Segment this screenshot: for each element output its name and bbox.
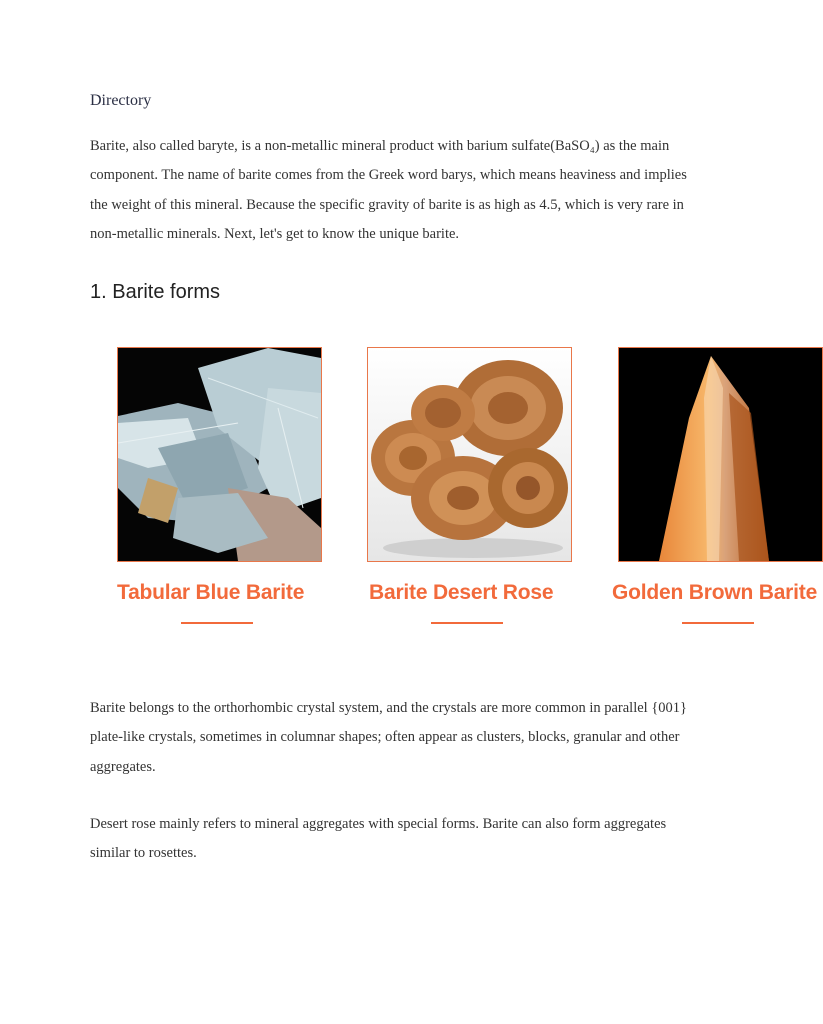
desert-rose-paragraph: Desert rose mainly refers to mineral aggregates with special forms. Barite can also form aggregates similar to rosettes. — [90, 816, 667, 862]
caption-underline — [682, 622, 754, 624]
caption-underline — [181, 622, 253, 624]
desert-rose-image — [367, 347, 572, 562]
form-caption: Barite Desert Rose — [369, 581, 554, 604]
section-heading: 1. Barite forms — [90, 281, 221, 303]
golden-brown-image — [618, 347, 823, 562]
directory-link[interactable]: Directory — [90, 92, 152, 109]
caption-underline — [431, 622, 503, 624]
form-caption: Golden Brown Barite — [612, 581, 818, 604]
blue-barite-image — [117, 347, 322, 562]
intro-paragraph: Barite, also called baryte, is a non-metallic mineral product with barium sulfate(BaSO₄) as the main component. The name of barite comes from the Greek word barys, which means heaviness and implies the weight of this mineral. Because the specific gravity of barite is as high as 4.5, which is very rare in non-metallic minerals. Next, let's get to know the unique barite. — [90, 138, 687, 242]
crystal-system-paragraph: Barite belongs to the orthorhombic crystal system, and the crystals are more common in parallel {001} plate-like crystals, sometimes in columnar shapes; often appear as clusters, blocks, granular and other aggregates. — [90, 700, 687, 775]
form-caption: Tabular Blue Barite — [117, 581, 305, 604]
